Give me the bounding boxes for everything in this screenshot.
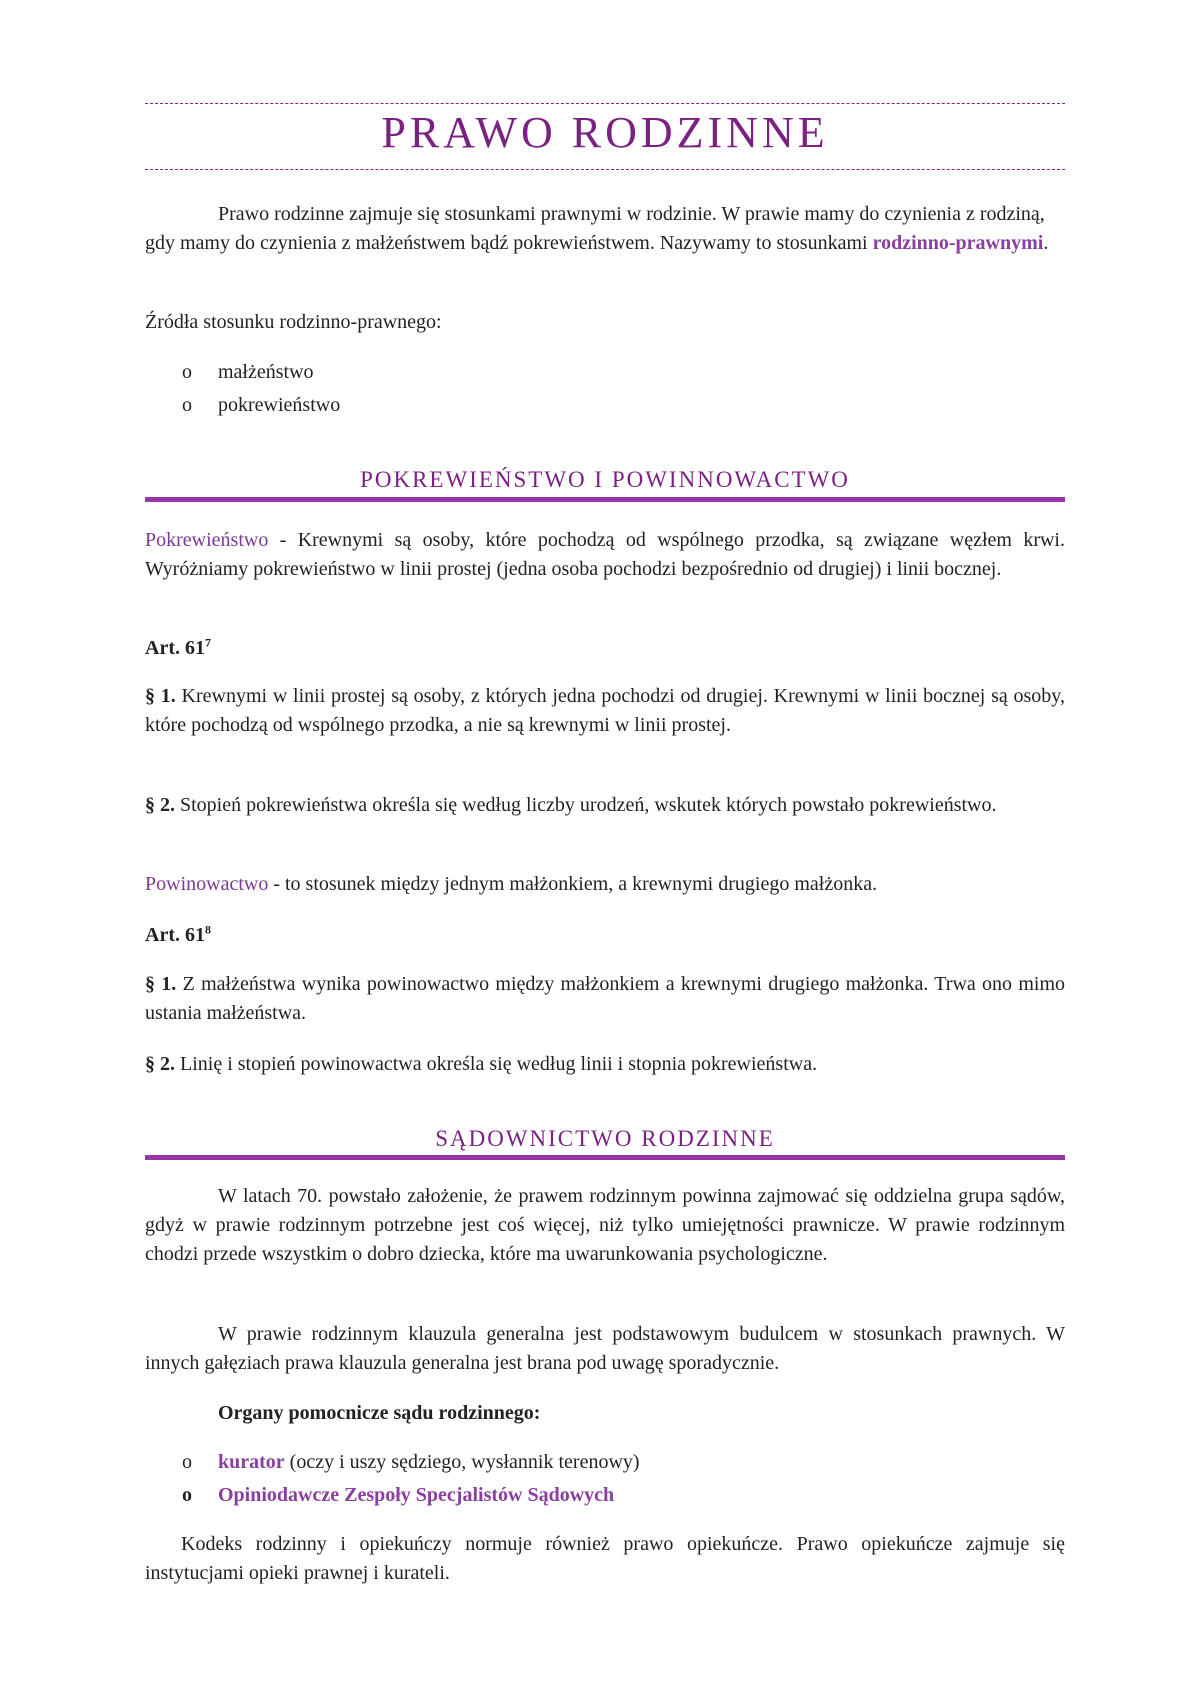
- paragraph-label: § 1.: [145, 973, 177, 995]
- paragraph-label: § 2.: [145, 794, 175, 816]
- paragraph-text: Linię i stopień powinowactwa określa się według linii i stopnia pokrewieństwa.: [175, 1053, 818, 1075]
- section-title-pokrewienstwo: POKREWIEŃSTWO I POWINNOWACTWO: [360, 467, 850, 492]
- article-61-8-par-1: [145, 970, 1065, 1028]
- paragraph-text: Z małżeństwa wynika powinowactwo między małżonkiem a krewnymi drugiego małżonka. Trwa ono mimo ustania małżeństwa.: [145, 973, 1066, 1024]
- term-powinowactwo: Powinowactwo: [145, 873, 269, 895]
- bullet-marker: o: [182, 361, 192, 383]
- title-rule-top: [145, 103, 1065, 104]
- sadownictwo-paragraph-1: W latach 70. powstało założenie, że prawem rodzinnym powinna zajmować się oddzielna grupa sądów, gdyż w prawie rodzinnym potrzebne jest coś więcej, niż tylko umiejętności prawnicze. W prawie rodzinnym chodzi przede wszystkim o dobro dziecka, które ma uwarunkowania psychologiczne.: [145, 1185, 1065, 1265]
- paragraph-label: § 1.: [145, 685, 176, 707]
- article-61-8-par-2: [145, 1050, 1065, 1079]
- intro-period: .: [1043, 232, 1049, 254]
- article-superscript: 8: [204, 922, 211, 937]
- list-item-text: małżeństwo: [218, 361, 314, 383]
- closing-paragraph: Kodeks rodzinny i opiekuńczy normuje również prawo opiekuńcze. Prawo opiekuńcze zajmuje się instytucjami opieki prawnej i kurateli.: [145, 1533, 1065, 1584]
- article-61-7-par-1: [145, 682, 1065, 740]
- paragraph-text: Stopień pokrewieństwa określa się według liczby urodzeń, wskutek których powstało pokrewieństwo.: [175, 794, 997, 816]
- intro-text: Prawo rodzinne zajmuje się stosunkami prawnymi w rodzinie. W prawie mamy do czynienia z rodziną, gdy mamy do czynienia z małżeństwem bądź pokrewieństwem. Nazywamy to stosunkami: [145, 203, 1045, 254]
- sadownictwo-paragraph-2: W prawie rodzinnym klauzula generalna jest podstawowym budulcem w stosunkach prawnych. W innych gałęziach prawa klauzula generalna jest brana pod uwagę sporadycznie.: [145, 1323, 1065, 1374]
- intro-paragraph: [145, 200, 1065, 258]
- term-kurator: kurator: [218, 1451, 285, 1473]
- article-61-7-heading: [145, 634, 1065, 663]
- kurator-desc: (oczy i uszy sędziego, wysłannik terenowy): [284, 1451, 640, 1473]
- article-61-8-heading: [145, 921, 1065, 950]
- article-61-7-par-2: [145, 791, 1065, 820]
- article-label: Art. 61: [145, 637, 205, 659]
- organs-label: Organy pomocnicze sądu rodzinnego:: [218, 1402, 541, 1424]
- paragraph-text: Krewnymi w linii prostej są osoby, z których jedna pochodzi od drugiej. Krewnymi w linii bocznej są osoby, które pochodzą od wspólnego przodka, a nie są krewnymi w linii prostej.: [145, 685, 1065, 736]
- bullet-marker: o: [182, 394, 192, 416]
- section-divider: [145, 497, 1065, 502]
- section-divider: [145, 1155, 1065, 1160]
- powinowactwo-text: - to stosunek między jednym małżonkiem, a krewnymi drugiego małżonka.: [268, 873, 878, 895]
- list-item-text: [218, 1448, 640, 1477]
- term-pokrewienstwo: Pokrewieństwo: [145, 529, 269, 551]
- powinowactwo-definition: [145, 870, 1065, 899]
- intro-highlight: rodzinno-prawnymi: [872, 232, 1044, 254]
- article-superscript: 7: [204, 635, 211, 650]
- bullet-marker: o: [182, 1451, 192, 1473]
- sources-label: Źródła stosunku rodzinno-prawnego:: [145, 311, 442, 333]
- list-item-text: pokrewieństwo: [218, 394, 341, 416]
- pokrewienstwo-text: - Krewnymi są osoby, które pochodzą od wspólnego przodka, są związane węzłem krwi. Wyróżniamy pokrewieństwo w linii prostej (jedna osoba pochodzi bezpośrednio od drugiej) i linii bocznej.: [145, 529, 1065, 580]
- section-title-sadownictwo: SĄDOWNICTWO RODZINNE: [435, 1126, 775, 1151]
- term-ozss: Opiniodawcze Zespoły Specjalistów Sądowych: [218, 1484, 615, 1506]
- article-label: Art. 61: [145, 924, 205, 946]
- paragraph-label: § 2.: [145, 1053, 175, 1075]
- pokrewienstwo-definition: [145, 526, 1065, 584]
- document-title: PRAWO RODZINNE: [381, 108, 829, 157]
- bullet-marker: o: [182, 1484, 192, 1506]
- title-rule-bottom: [145, 169, 1065, 170]
